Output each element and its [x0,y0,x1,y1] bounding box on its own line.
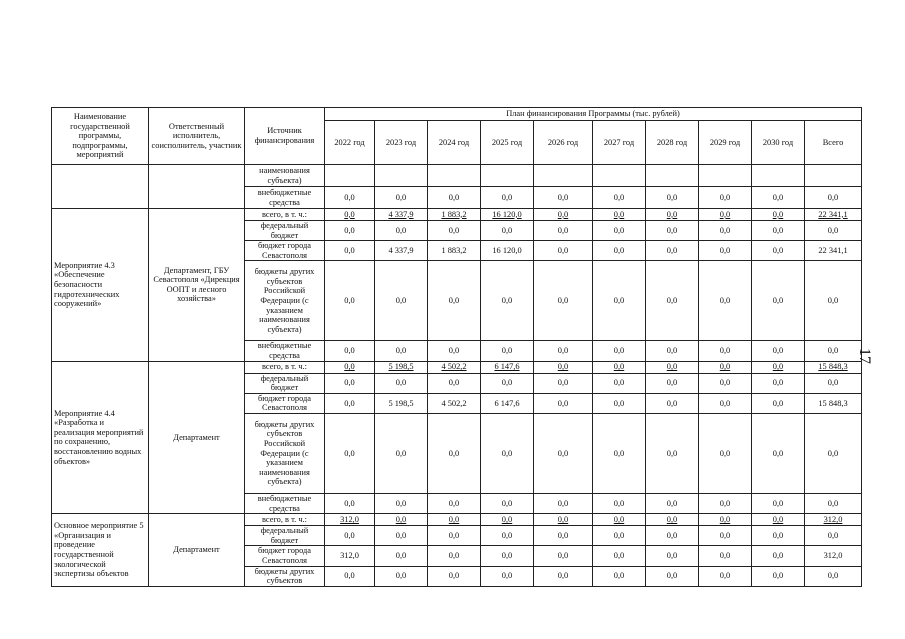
value-cell: 0,0 [481,413,534,493]
value-cell [325,165,375,187]
value-cell: 0,0 [646,373,699,393]
value-cell: 0,0 [428,187,481,209]
value-cell: 0,0 [752,373,805,393]
header-year: 2022 год [325,121,375,165]
value-cell: 0,0 [534,373,593,393]
value-cell: 0,0 [646,341,699,361]
value-cell: 0,0 [593,526,646,546]
value-cell: 0,0 [646,261,699,341]
name-cell [52,165,149,209]
value-cell: 0,0 [481,341,534,361]
value-cell: 0,0 [752,361,805,373]
value-cell: 0,0 [375,413,428,493]
value-cell: 0,0 [699,361,752,373]
value-cell: 0,0 [593,566,646,586]
value-cell: 0,0 [593,514,646,526]
header-year: 2023 год [375,121,428,165]
value-cell: 0,0 [481,514,534,526]
source-cell: внебюджетные средства [245,187,325,209]
activity-name: Основное мероприятие 5 «Организация и проведение государственной экологической экспертизы объектов [52,514,149,587]
value-cell: 0,0 [481,526,534,546]
value-cell: 0,0 [481,566,534,586]
value-cell: 16 120,0 [481,209,534,221]
value-cell: 5 198,5 [375,361,428,373]
value-cell: 0,0 [428,566,481,586]
value-cell: 0,0 [325,361,375,373]
value-cell: 0,0 [699,341,752,361]
value-cell: 6 147,6 [481,361,534,373]
value-cell: 0,0 [646,221,699,241]
responsible-executor: Департамент [149,361,245,514]
value-cell: 22 341,1 [805,209,862,221]
value-cell: 0,0 [752,241,805,261]
responsible-executor: Департамент, ГБУ Севастополя «Дирекция ООПТ и лесного хозяйства» [149,209,245,362]
value-cell: 0,0 [325,526,375,546]
value-cell: 0,0 [805,373,862,393]
value-cell: 0,0 [325,221,375,241]
source-cell: федеральный бюджет [245,221,325,241]
value-cell: 0,0 [699,526,752,546]
value-cell: 0,0 [375,493,428,513]
value-cell: 0,0 [428,341,481,361]
value-cell: 0,0 [428,514,481,526]
value-cell: 0,0 [375,514,428,526]
value-cell: 0,0 [699,187,752,209]
value-cell: 0,0 [534,241,593,261]
table-row [52,361,862,373]
header-year: 2027 год [593,121,646,165]
value-cell: 1 883,2 [428,209,481,221]
value-cell: 4 337,9 [375,241,428,261]
source-cell: всего, в т. ч.: [245,361,325,373]
value-cell: 0,0 [699,209,752,221]
value-cell: 0,0 [646,187,699,209]
value-cell [375,165,428,187]
value-cell: 0,0 [325,341,375,361]
value-cell: 0,0 [752,209,805,221]
value-cell: 0,0 [375,341,428,361]
header-source: Источник финансирования [245,108,325,165]
value-cell: 0,0 [534,341,593,361]
table-row [52,209,862,221]
header-year: 2028 год [646,121,699,165]
value-cell: 0,0 [593,341,646,361]
value-cell: 0,0 [481,221,534,241]
value-cell: 0,0 [752,393,805,413]
value-cell: 0,0 [481,261,534,341]
value-cell: 0,0 [593,361,646,373]
value-cell: 15 848,3 [805,393,862,413]
value-cell: 0,0 [375,546,428,566]
value-cell: 0,0 [646,566,699,586]
value-cell [428,165,481,187]
value-cell: 0,0 [699,413,752,493]
value-cell: 0,0 [375,221,428,241]
value-cell: 15 848,3 [805,361,862,373]
header-year: 2026 год [534,121,593,165]
value-cell: 0,0 [752,341,805,361]
value-cell: 0,0 [593,373,646,393]
header-year: 2029 год [699,121,752,165]
value-cell: 0,0 [646,514,699,526]
value-cell: 0,0 [805,221,862,241]
value-cell: 0,0 [699,261,752,341]
source-cell: бюджеты других субъектов Российской Федерации (с указанием наименования субъекта) [245,261,325,341]
value-cell: 0,0 [699,241,752,261]
value-cell: 0,0 [325,566,375,586]
source-cell: всего, в т. ч.: [245,209,325,221]
value-cell: 0,0 [534,514,593,526]
value-cell: 0,0 [375,566,428,586]
value-cell: 0,0 [428,413,481,493]
header-year: 2025 год [481,121,534,165]
value-cell: 0,0 [428,221,481,241]
value-cell: 312,0 [325,546,375,566]
source-cell: бюджет города Севастополя [245,241,325,261]
value-cell: 0,0 [593,261,646,341]
header-name: Наименование государственной программы, подпрограммы, мероприятий [52,108,149,165]
header-plan: План финансирования Программы (тыс. рублей) [325,108,862,121]
value-cell: 4 337,9 [375,209,428,221]
value-cell: 16 120,0 [481,241,534,261]
value-cell: 0,0 [428,526,481,546]
value-cell: 0,0 [752,566,805,586]
value-cell: 0,0 [325,493,375,513]
value-cell: 0,0 [752,261,805,341]
value-cell: 0,0 [593,393,646,413]
value-cell: 0,0 [428,261,481,341]
value-cell: 1 883,2 [428,241,481,261]
value-cell: 0,0 [534,526,593,546]
table-row [52,165,862,187]
value-cell: 0,0 [593,546,646,566]
value-cell: 0,0 [375,261,428,341]
value-cell: 0,0 [646,526,699,546]
value-cell: 0,0 [534,413,593,493]
activity-name: Мероприятие 4.4 «Разработка и реализация мероприятий по сохранению, восстановлению водных объектов» [52,361,149,514]
value-cell: 0,0 [593,221,646,241]
value-cell: 0,0 [646,361,699,373]
value-cell: 0,0 [428,373,481,393]
header-year: 2024 год [428,121,481,165]
value-cell: 0,0 [752,526,805,546]
value-cell: 0,0 [752,514,805,526]
value-cell: 0,0 [646,241,699,261]
value-cell: 0,0 [534,187,593,209]
value-cell: 0,0 [805,566,862,586]
value-cell: 0,0 [375,187,428,209]
value-cell [481,165,534,187]
source-cell: всего, в т. ч.: [245,514,325,526]
value-cell: 0,0 [534,261,593,341]
source-cell: бюджет города Севастополя [245,393,325,413]
value-cell: 312,0 [805,514,862,526]
responsible-executor: Департамент [149,514,245,587]
value-cell: 0,0 [805,261,862,341]
header-responsible: Ответственный исполнитель, соисполнитель, участник [149,108,245,165]
value-cell: 0,0 [752,546,805,566]
value-cell: 0,0 [646,493,699,513]
value-cell: 4 502,2 [428,393,481,413]
value-cell: 0,0 [699,373,752,393]
value-cell: 0,0 [534,546,593,566]
value-cell: 0,0 [805,413,862,493]
value-cell: 0,0 [752,221,805,241]
value-cell: 0,0 [699,493,752,513]
value-cell: 0,0 [805,187,862,209]
value-cell: 0,0 [534,393,593,413]
value-cell [805,165,862,187]
value-cell: 0,0 [481,187,534,209]
value-cell: 0,0 [325,413,375,493]
financing-table [51,107,862,587]
value-cell: 0,0 [534,221,593,241]
value-cell: 0,0 [481,546,534,566]
source-cell: внебюджетные средства [245,493,325,513]
source-cell: наименования субъекта) [245,165,325,187]
value-cell: 0,0 [593,187,646,209]
value-cell: 6 147,6 [481,393,534,413]
value-cell: 0,0 [593,209,646,221]
value-cell: 0,0 [428,546,481,566]
value-cell [752,165,805,187]
value-cell: 0,0 [325,209,375,221]
value-cell: 0,0 [593,413,646,493]
source-cell: бюджеты других субъектов [245,566,325,586]
header-year: Всего [805,121,862,165]
table-row [52,514,862,526]
value-cell: 0,0 [325,393,375,413]
value-cell: 312,0 [805,546,862,566]
value-cell: 0,0 [534,493,593,513]
value-cell: 0,0 [646,393,699,413]
value-cell: 0,0 [699,221,752,241]
value-cell: 312,0 [325,514,375,526]
value-cell: 0,0 [325,187,375,209]
value-cell: 0,0 [325,373,375,393]
value-cell: 0,0 [428,493,481,513]
value-cell: 0,0 [805,493,862,513]
value-cell: 5 198,5 [375,393,428,413]
value-cell: 0,0 [699,514,752,526]
activity-name: Мероприятие 4.3 «Обеспечение безопасности гидротехнических сооружений» [52,209,149,362]
value-cell: 0,0 [534,209,593,221]
value-cell: 0,0 [375,526,428,546]
source-cell: бюджет города Севастополя [245,546,325,566]
value-cell: 0,0 [325,241,375,261]
value-cell [534,165,593,187]
table-body [52,165,862,587]
value-cell: 0,0 [699,546,752,566]
value-cell: 0,0 [752,413,805,493]
value-cell: 0,0 [752,187,805,209]
value-cell: 0,0 [646,209,699,221]
value-cell: 0,0 [325,261,375,341]
responsible-cell [149,165,245,209]
value-cell: 22 341,1 [805,241,862,261]
value-cell: 0,0 [805,341,862,361]
value-cell: 0,0 [481,373,534,393]
value-cell: 0,0 [646,413,699,493]
value-cell: 4 502,2 [428,361,481,373]
value-cell: 0,0 [593,493,646,513]
value-cell: 0,0 [805,526,862,546]
value-cell [593,165,646,187]
value-cell: 0,0 [593,241,646,261]
value-cell: 0,0 [534,566,593,586]
value-cell [699,165,752,187]
source-cell: бюджеты других субъектов Российской Федерации (с указанием наименования субъекта) [245,413,325,493]
source-cell: внебюджетные средства [245,341,325,361]
header-year: 2030 год [752,121,805,165]
value-cell: 0,0 [699,393,752,413]
value-cell: 0,0 [481,493,534,513]
value-cell: 0,0 [534,361,593,373]
value-cell: 0,0 [752,493,805,513]
value-cell: 0,0 [646,546,699,566]
value-cell: 0,0 [375,373,428,393]
value-cell [646,165,699,187]
value-cell: 0,0 [699,566,752,586]
source-cell: федеральный бюджет [245,373,325,393]
source-cell: федеральный бюджет [245,526,325,546]
page-number: 17 [856,348,873,364]
